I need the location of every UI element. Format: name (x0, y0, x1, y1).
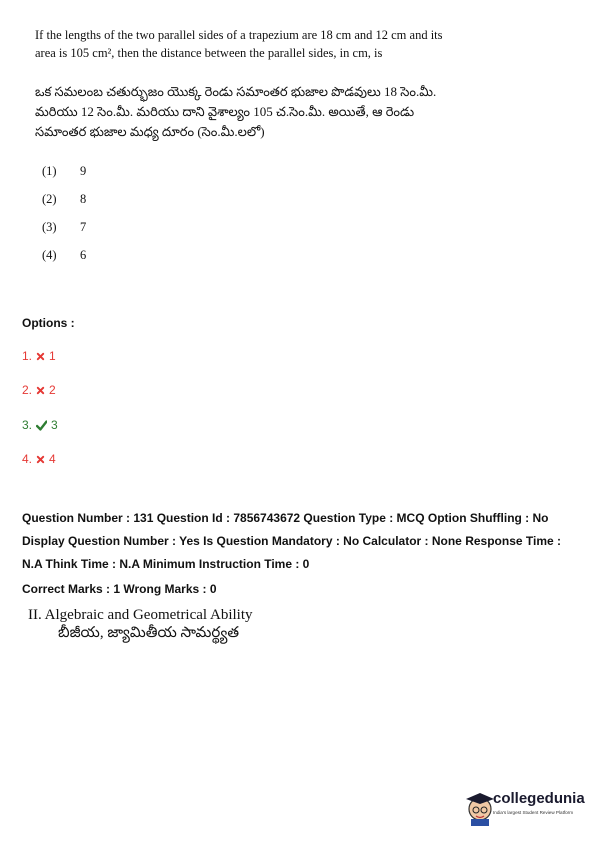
choice-number: (4) (42, 248, 57, 262)
option-value: 2 (49, 383, 56, 397)
option-value: 3 (51, 418, 58, 432)
section-title (28, 606, 253, 642)
option-value: 1 (49, 349, 56, 363)
choice-list (42, 164, 86, 276)
question-metadata: Question Number : 131 Question Id : 7856743672 Question Type : MCQ Option Shuffling : No Display Question Number : Yes Is Question Mandatory : No Calculator : None Response Time : N.A Think Time : N.A Minimum Instruction Time : 0 (22, 511, 561, 571)
option-label: 3. (22, 418, 33, 432)
option-label: 1. (22, 349, 33, 363)
choice-value: 9 (80, 164, 87, 178)
option-3 (22, 418, 58, 432)
cross-icon (36, 386, 45, 395)
option-4 (22, 452, 56, 466)
choice-item (42, 220, 86, 248)
choice-value: 6 (80, 248, 87, 262)
check-icon (36, 420, 47, 431)
brand-name: collegedunia (493, 790, 585, 807)
section-title-telugu: బీజీయ, జ్యామితీయ సామర్థ్యత (58, 625, 240, 641)
brand-tagline: India's largest Student Review Platform (493, 810, 574, 815)
question-english: If the lengths of the two parallel sides of a trapezium are 18 cm and 12 cm and its area is 105 cm², then the distance between the parallel sides, in cm, is (35, 28, 443, 60)
choice-item (42, 248, 86, 276)
choice-item (42, 164, 86, 192)
question-telugu: ఒక సమలంబ చతుర్భుజం యొక్క రెండు సమాంతర భుజాల పొడవులు 18 సెం.మీ. మరియు 12 సెం.మీ. మరియు దాని వైశాల్యం 105 చ.సెం.మీ. అయితే, ఆ రెండు సమాంతర భుజాల మధ్య దూరం (సెం.మీ.లలో) (35, 84, 437, 139)
choice-number: (2) (42, 192, 57, 206)
choice-value: 7 (80, 220, 87, 234)
option-1 (22, 349, 56, 363)
section-title-english: II. Algebraic and Geometrical Ability (28, 607, 253, 623)
option-label: 2. (22, 383, 33, 397)
option-value: 4 (49, 452, 56, 466)
choice-value: 8 (80, 192, 87, 206)
option-label: 4. (22, 452, 33, 466)
cross-icon (36, 352, 45, 361)
cross-icon (36, 455, 45, 464)
choice-number: (1) (42, 164, 57, 178)
choice-item (42, 192, 86, 220)
choice-number: (3) (42, 220, 57, 234)
options-heading: Options : (22, 316, 75, 330)
marks-info: Correct Marks : 1 Wrong Marks : 0 (22, 582, 217, 596)
option-2 (22, 383, 56, 397)
